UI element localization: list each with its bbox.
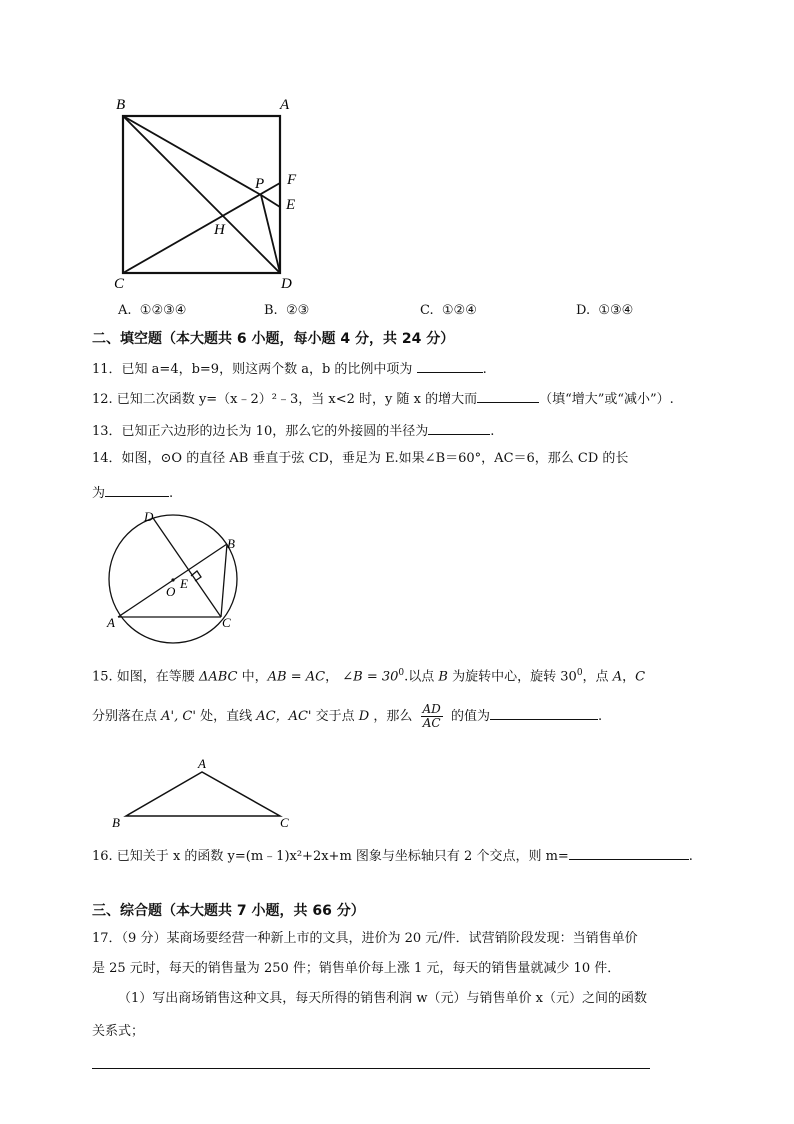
label-F: F [287, 172, 297, 188]
figure-q14 [104, 505, 254, 635]
segment-pd [261, 195, 280, 273]
diagonal-bd [123, 116, 280, 273]
question-11: 11．已知 a=4，b=9，则这两个数 a，b 的比例中项为 . [92, 358, 487, 379]
question-15: 15. 如图，在等腰 ΔABC 中，AB = AC， ∠B = $30^0$.以点 B 为旋转中心，旋转 $30^0$，点 A，C [92, 668, 646, 685]
label-A: A [107, 615, 115, 630]
option-b[interactable]: B. ②③ [264, 303, 310, 318]
question-13: 13．已知正六边形的边长为 10，那么它的外接圆的半径为 . [92, 420, 494, 441]
figure-q10 [110, 92, 310, 292]
segment-bp [123, 116, 261, 195]
chord-dc [153, 518, 221, 617]
label-D: D [281, 276, 292, 292]
question-17-part1-line2: 关系式； [92, 1024, 145, 1039]
question-17-part1: （1）写出商场销售这种文具，每天所得的销售利润 w（元）与销售单价 x（元）之间的函数 [118, 991, 647, 1006]
label-D: D [144, 509, 154, 524]
answer-blank-12[interactable] [477, 388, 539, 403]
answer-blank-16[interactable] [569, 845, 689, 860]
label-B: B [116, 97, 126, 113]
label-E: E [286, 197, 296, 213]
answer-blank-11[interactable] [417, 358, 483, 373]
option-d[interactable]: D. ①③④ [576, 303, 634, 318]
segment-cf [123, 183, 280, 273]
question-16: 16. 已知关于 x 的函数 y=(m﹣1)x²+2x+m 图象与坐标轴只有 2 个交点，则 m= . [92, 845, 693, 866]
label-C: C [280, 815, 289, 830]
label-H: H [214, 222, 225, 238]
option-a[interactable]: A. ①②③④ [118, 303, 187, 318]
question-14-line2: 为 . [92, 482, 173, 503]
answer-blank-14[interactable] [105, 482, 169, 497]
question-15-line2: 分别落在点 A', C' 处，直线 AC，AC' 交于点 D ，那么 $\frac{AD}{AC}$ 的值为 . [92, 702, 603, 730]
triangle-abc [126, 772, 280, 816]
label-E: E [180, 576, 188, 591]
label-B: B [112, 815, 120, 830]
label-A: A [198, 756, 206, 771]
center-o-dot [171, 578, 174, 581]
fraction-ad-ac: $\frac{AD}{AC}$ [422, 702, 441, 730]
answer-line-17[interactable] [92, 1068, 650, 1069]
question-17-line1: 17．（9 分）某商场要经营一种新上市的文具，进价为 20 元/件．试营销阶段发现：当销售单价 [92, 931, 638, 946]
label-O: O [166, 584, 176, 599]
answer-blank-13[interactable] [428, 420, 490, 435]
label-C: C [114, 276, 125, 292]
label-A: A [280, 97, 290, 113]
label-C: C [222, 615, 231, 630]
question-12: 12. 已知二次函数 y=（x﹣2）²﹣3，当 x<2 时，y 随 x 的增大而 （填“增大”或“减小”）. [92, 388, 674, 409]
label-P: P [255, 176, 265, 192]
question-17-line2: 是 25 元时，每天的销售量为 250 件；销售单价每上涨 1 元，每天的销售量就减少 10 件． [92, 961, 621, 976]
question-14: 14．如图，⊙O 的直径 AB 垂直于弦 CD，垂足为 E.如果∠B＝60°，AC＝6，那么 CD 的长 [92, 451, 629, 466]
section3-heading: 三、综合题（本大题共 7 小题，共 66 分） [92, 903, 365, 919]
figure-q15 [108, 752, 298, 832]
label-B: B [227, 536, 235, 551]
chord-bc [221, 544, 227, 617]
answer-blank-15[interactable] [490, 705, 598, 720]
option-c[interactable]: C. ①②④ [420, 303, 477, 318]
section2-heading: 二、填空题（本大题共 6 小题，每小题 4 分，共 24 分） [92, 331, 455, 347]
